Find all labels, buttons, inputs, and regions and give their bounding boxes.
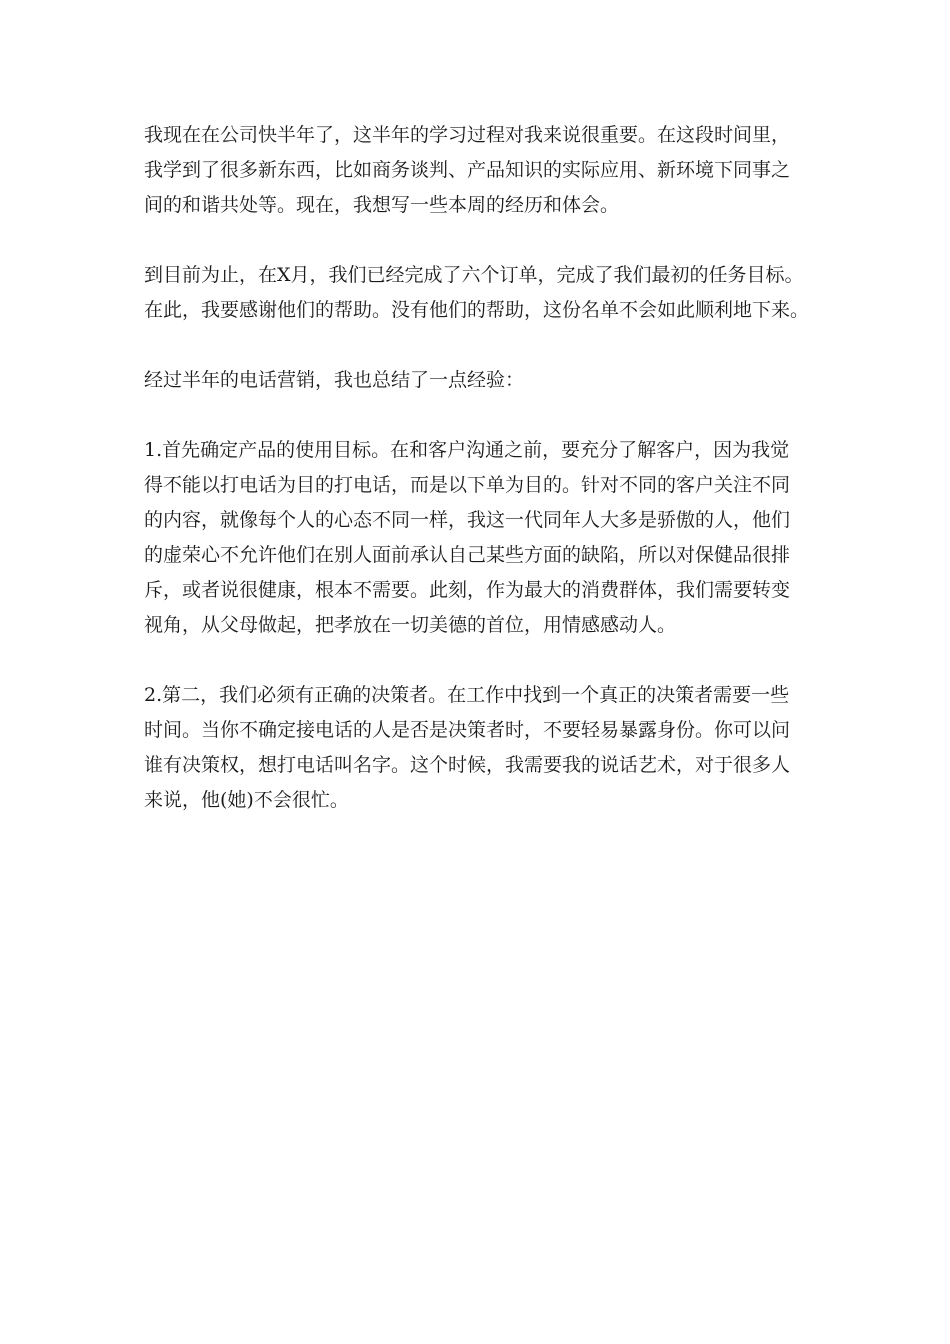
paragraph-point-1 xyxy=(144,433,809,643)
paragraph-line: 经过半年的电话营销，我也总结了一点经验： xyxy=(144,369,525,391)
paragraph-line: 间的和谐共处等。现在，我想写一些本周的经历和体会。 xyxy=(144,194,620,216)
paragraph-line: 视角，从父母做起，把孝放在一切美德的首位，用情感感动人。 xyxy=(144,614,677,636)
paragraph-line: 我学到了很多新东西，比如商务谈判、产品知识的实际应用、新环境下同事之 xyxy=(144,159,791,181)
paragraph-line: 的内容，就像每个人的心态不同一样，我这一代同年人大多是骄傲的人，他们 xyxy=(144,509,791,531)
paragraph-line: 我现在在公司快半年了，这半年的学习过程对我来说很重要。在这段时间里， xyxy=(144,124,791,146)
paragraph-line: 斥，或者说很健康，根本不需要。此刻，作为最大的消费群体，我们需要转变 xyxy=(144,579,791,601)
paragraph-line: 在此，我要感谢他们的帮助。没有他们的帮助，这份名单不会如此顺利地下来。 xyxy=(144,299,810,321)
paragraph-line: 得不能以打电话为目的打电话，而是以下单为目的。针对不同的客户关注不同 xyxy=(144,474,791,496)
paragraph-summary-intro xyxy=(144,363,809,398)
paragraph-orders xyxy=(144,258,809,328)
paragraph-line: 到目前为止，在X月，我们已经完成了六个订单，完成了我们最初的任务目标。 xyxy=(144,264,804,286)
paragraph-line: 谁有决策权，想打电话叫名字。这个时候，我需要我的说话艺术，对于很多人 xyxy=(144,754,791,776)
paragraph-line: 来说，他(她)不会很忙。 xyxy=(144,789,349,811)
paragraph-line: 的虚荣心不允许他们在别人面前承认自己某些方面的缺陷，所以对保健品很排 xyxy=(144,544,791,566)
paragraph-intro xyxy=(144,118,809,223)
paragraph-line: 2.第二，我们必须有正确的决策者。在工作中找到一个真正的决策者需要一些 xyxy=(144,684,790,706)
document-body xyxy=(144,118,809,853)
paragraph-line: 1.首先确定产品的使用目标。在和客户沟通之前，要充分了解客户，因为我觉 xyxy=(144,439,790,461)
paragraph-line: 时间。当你不确定接电话的人是否是决策者时，不要轻易暴露身份。你可以问 xyxy=(144,719,791,741)
paragraph-point-2 xyxy=(144,678,809,818)
